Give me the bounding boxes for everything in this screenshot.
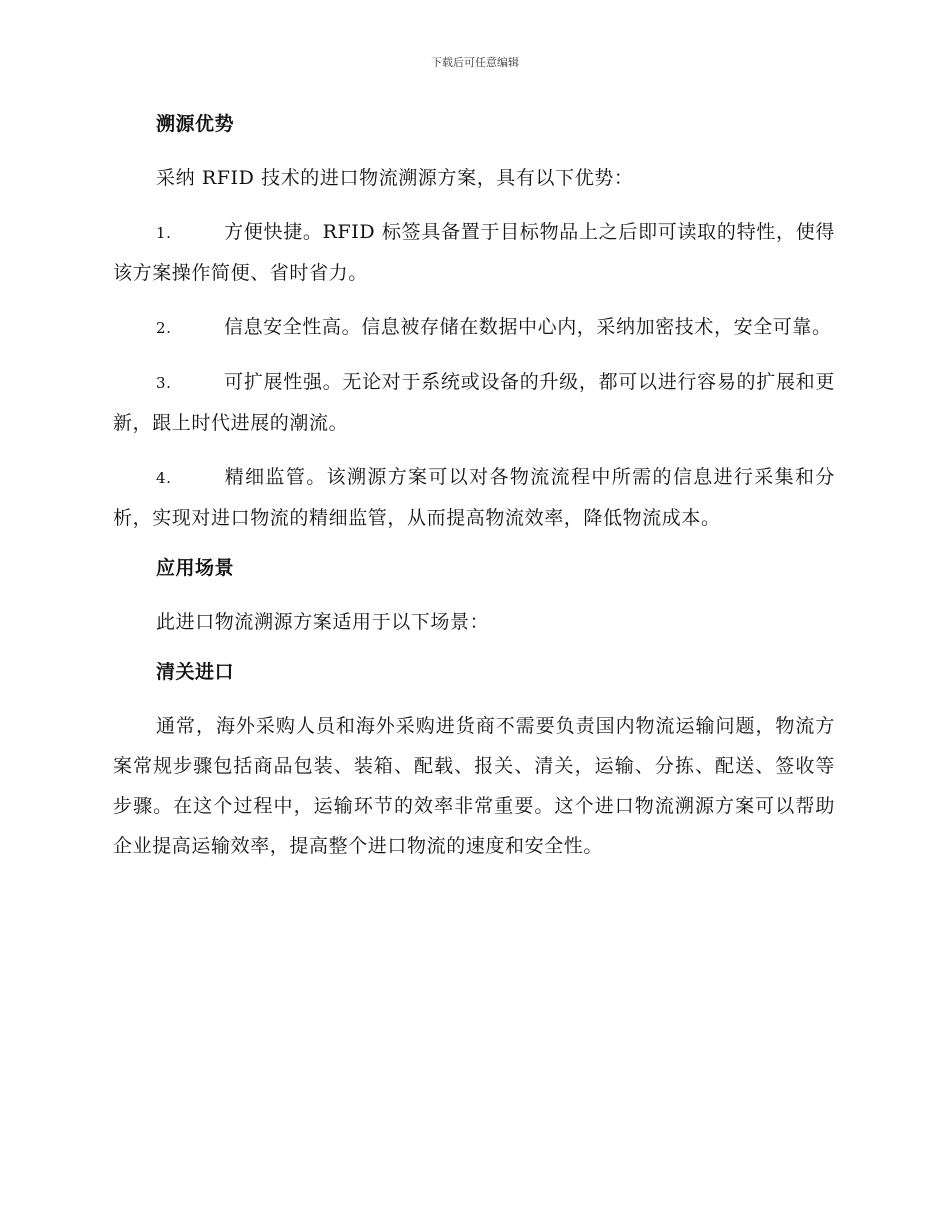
list-number: 4. (156, 469, 172, 487)
header-note: 下载后可任意编辑 (431, 56, 519, 69)
list-item (113, 212, 835, 293)
list-number: 3. (156, 374, 172, 392)
list-text: 可扩展性强。无论对于系统或设备的升级，都可以进行容易的扩展和更新，跟上时代进展的潮流。 (113, 371, 835, 434)
document-content (113, 108, 835, 880)
list-text: 精细监管。该溯源方案可以对各物流流程中所需的信息进行采集和分析，实现对进口物流的精细监管，从而提高物流效率，降低物流成本。 (113, 466, 835, 529)
list-text: 方便快捷。RFID 标签具备置于目标物品上之后即可读取的特性，使得该方案操作简便、省时省力。 (113, 221, 835, 284)
list-number: 1. (156, 224, 172, 242)
list-text: 信息安全性高。信息被存储在数据中心内，采纳加密技术，安全可靠。 (224, 316, 832, 338)
list-number: 2. (156, 319, 172, 337)
section-heading-advantages: 溯源优势 (156, 113, 235, 135)
advantages-intro: 采纳 RFID 技术的进口物流溯源方案，具有以下优势： (156, 167, 634, 189)
section-heading-customs: 清关进口 (156, 661, 235, 683)
customs-paragraph: 通常，海外采购人员和海外采购进货商不需要负责国内物流运输问题，物流方案常规步骤包括商品包装、装箱、配载、报关、清关，运输、分拣、配送、签收等步骤。在这个过程中，运输环节的效率非常重要。这个进口物流溯源方案可以帮助企业提高运输效率，提高整个进口物流的速度和安全性。 (113, 715, 835, 857)
section-heading-scenarios: 应用场景 (156, 557, 235, 579)
list-item (113, 457, 835, 538)
scenarios-intro: 此进口物流溯源方案适用于以下场景： (156, 611, 490, 633)
list-item (113, 307, 835, 348)
list-item (113, 362, 835, 443)
